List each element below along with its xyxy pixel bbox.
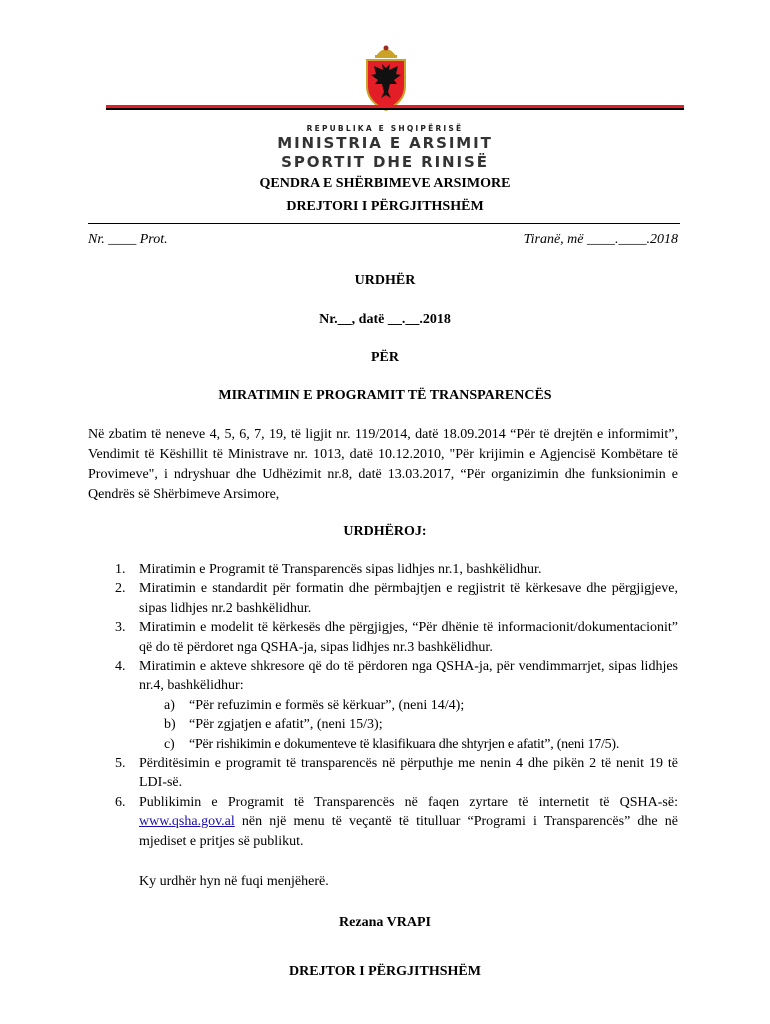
document-number-date: Nr.__, datë __.__.2018 [319, 312, 451, 327]
list-item-text: Miratimin e Programit të Transparencës sipas lidhjes nr.1, bashkëlidhur. [139, 562, 542, 577]
document-per: PËR [371, 350, 399, 365]
place-date: Tiranë, më ____.____.2018 [523, 232, 678, 247]
sub-list-item [139, 696, 678, 715]
list-item-text: Miratimin e akteve shkresore që do të përdoren nga QSHA-ja, për vendimmarrjet, sipas lidhjes nr.4, bashkëlidhur: [139, 659, 678, 694]
header-black-bar [106, 108, 684, 110]
protocol-number: Nr. ____ Prot. [88, 232, 168, 247]
list-item-number: 1. [115, 562, 126, 577]
list-item-number: 3. [115, 620, 126, 636]
intro-paragraph: Në zbatim të neneve 4, 5, 6, 7, 19, të ligjit nr. 119/2014, datë 18.09.2014 “Për të drejtën e informimit”, Vendimit të Këshillit të Ministrave nr. 1013, datë 10.12.2010, "Për krijimin e Agjencisë Kombëtare të Provimeve", i ndryshuar dhe Udhëzimit nr.8, datë 13.03.2017, “Për organizimin dhe funksionimin e Qendrës së Shërbimeve Arsimore, [88, 427, 678, 502]
document-type: URDHËR [354, 273, 416, 288]
header-divider [88, 223, 680, 224]
sub-list [139, 696, 678, 754]
list-item [88, 657, 678, 754]
list-item-number: 5. [115, 756, 126, 772]
ministry-name-line2: SPORTIT DHE RINISË [281, 153, 489, 171]
closing-sentence: Ky urdhër hyn në fuqi menjëherë. [139, 874, 329, 889]
list-item [88, 618, 678, 657]
order-heading: URDHËROJ: [343, 524, 427, 539]
list-item-text: Miratimin e standardit për formatin dhe përmbajtjen e regjistrit të kërkesave dhe përgjigjeve, sipas lidhjes nr.2 bashkëlidhur. [139, 581, 678, 616]
list-item-number: 6. [115, 794, 126, 810]
list-item [88, 793, 678, 851]
order-list [88, 560, 678, 851]
list-item-number: 2. [115, 581, 126, 597]
sub-list-item-text: “Për zgjatjen e afatit”, (neni 15/3); [189, 717, 383, 733]
website-link[interactable]: www.qsha.gov.al [139, 814, 235, 830]
list-item-text-after: nën një menu të veçantë të titulluar “Programi i Transparencës” dhe në mjediset e pritjes së publikut. [139, 814, 678, 849]
list-item [88, 579, 678, 618]
coat-of-arms-icon [361, 42, 411, 112]
office-name: DREJTORI I PËRGJITHSHËM [286, 199, 484, 214]
sub-list-item-text: “Për rishikimin e dokumenteve të klasifikuara dhe shtyrjen e afatit”, (neni 17/5). [189, 736, 620, 752]
agency-name: QENDRA E SHËRBIMEVE ARSIMORE [259, 176, 511, 191]
signatory-title: DREJTOR I PËRGJITHSHËM [289, 964, 481, 979]
list-item-text: Përditësimin e programit të transparencës në përputhje me nenin 4 dhe pikën 2 të nenit 19 të LDI-së. [139, 756, 678, 791]
sub-list-item-letter: b) [164, 717, 176, 733]
list-item [88, 560, 678, 579]
ministry-name-line1: MINISTRIA E ARSIMIT [277, 134, 493, 152]
list-item [88, 754, 678, 793]
signatory-name: Rezana VRAPI [339, 915, 431, 930]
sub-list-item-text: “Për refuzimin e formës së kërkuar”, (neni 14/4); [189, 697, 465, 713]
sub-list-item [139, 715, 678, 734]
republic-label: REPUBLIKA E SHQIPËRISË [306, 124, 464, 133]
sub-list-item-letter: c) [164, 736, 175, 752]
sub-list-item-letter: a) [164, 697, 175, 713]
document-subject: MIRATIMIN E PROGRAMIT TË TRANSPARENCËS [218, 388, 552, 403]
list-item-number: 4. [115, 659, 126, 675]
list-item-text: Miratimin e modelit të kërkesës dhe përgjigjes, “Për dhënie të informacionit/dokumentacionit” që do të përdoret nga QSHA-ja, sipas lidhjes nr.3 bashkëlidhur. [139, 620, 678, 655]
sub-list-item [139, 735, 678, 754]
list-item-text-before: Publikimin e Programit të Transparencës në faqen zyrtare të internetit të QSHA-së: [139, 794, 678, 810]
